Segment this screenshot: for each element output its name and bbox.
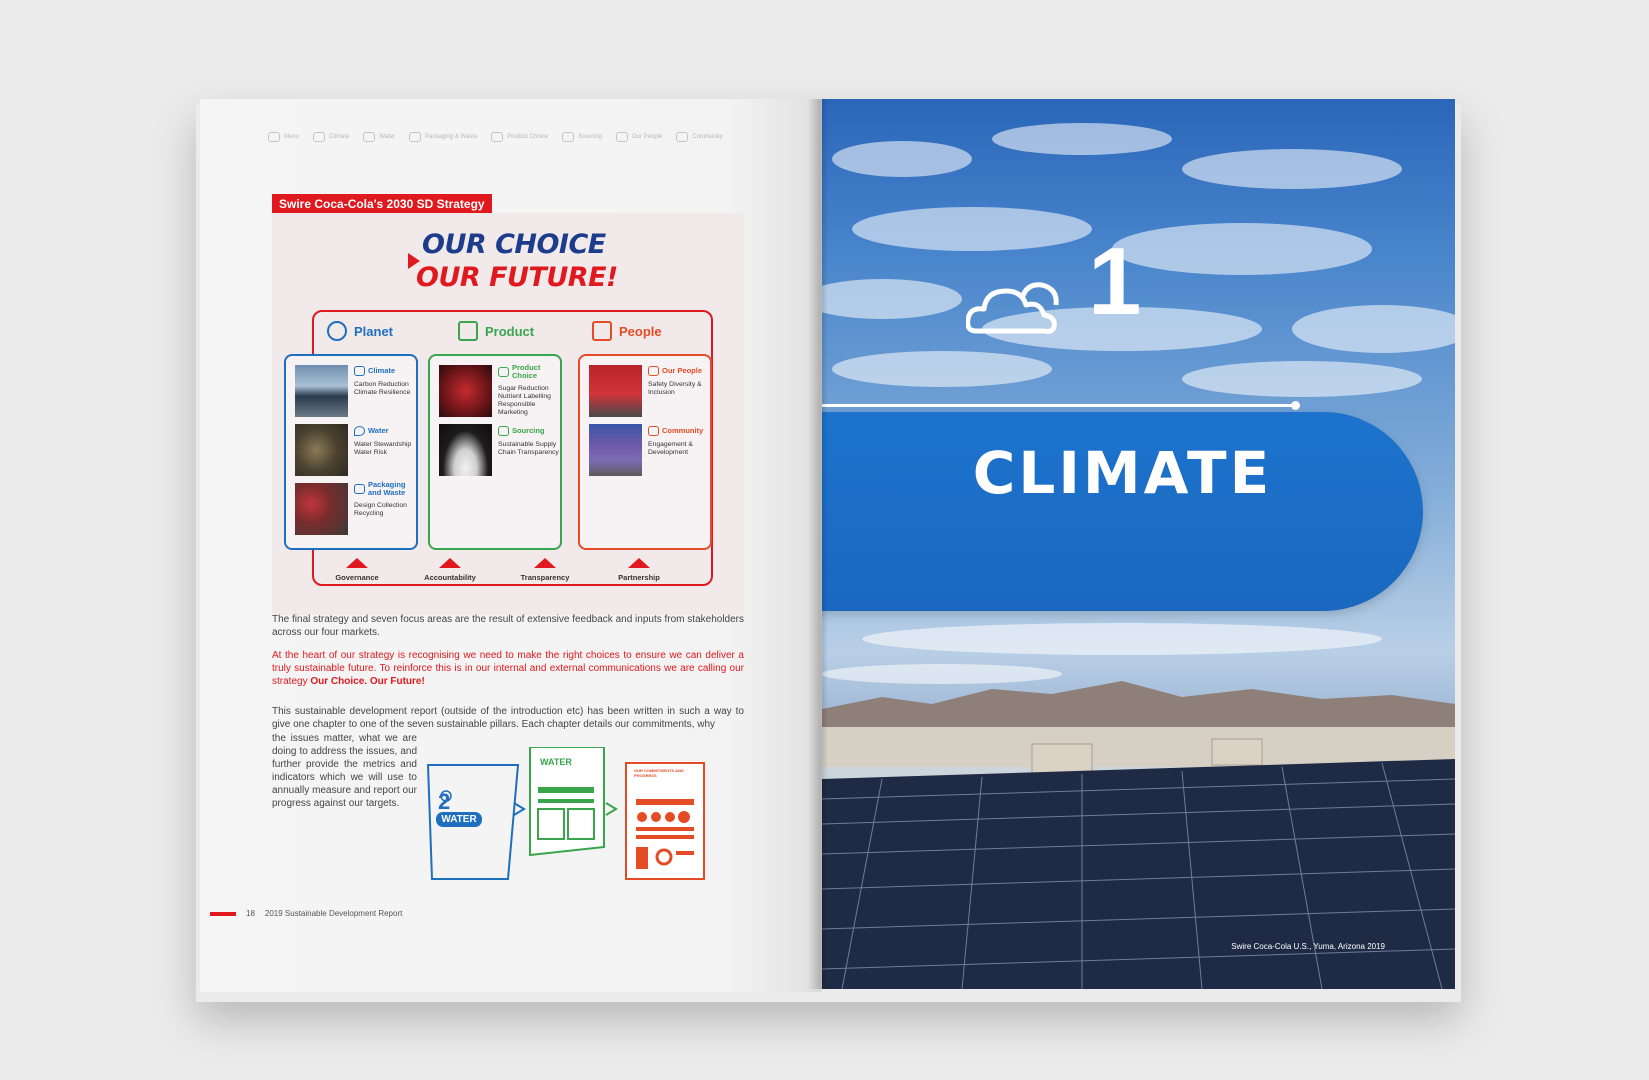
cloud-icon xyxy=(354,366,365,376)
people-heading: People xyxy=(592,321,662,341)
triangle-icon xyxy=(628,558,650,568)
headline-line-2: OUR FUTURE! xyxy=(416,262,618,293)
body-paragraph-2: At the heart of our strategy is recognising we need to make the right choices to ensure we can deliver a truly sustainable future. To reinforce this is in our internal and external communications we are calling our strategy Our Choice. Our Future! xyxy=(272,650,744,687)
hearts-icon xyxy=(676,132,688,142)
diagram-page-header: WATER xyxy=(540,757,572,767)
bottles-icon xyxy=(458,321,478,341)
diagram-commitments-header: OUR COMMITMENTS AND PROGRESS xyxy=(634,768,684,778)
bottles-icon xyxy=(491,132,503,142)
strategy-tag: Swire Coca-Cola's 2030 SD Strategy xyxy=(272,194,492,214)
chapter-nav xyxy=(268,132,723,142)
report-title: 2019 Sustainable Development Report xyxy=(264,909,403,918)
triangle-icon xyxy=(439,558,461,568)
community-item: Community Engagement & Development xyxy=(648,426,704,456)
people-icon xyxy=(648,366,659,376)
recycle-icon xyxy=(354,484,365,494)
footer-accent-bar xyxy=(210,912,236,916)
community-photo xyxy=(589,424,642,476)
sourcing-photo xyxy=(439,424,492,476)
content-bar xyxy=(676,851,694,855)
product-heading: Product xyxy=(458,321,534,341)
nav-item-community[interactable]: Community xyxy=(676,132,722,142)
arrow-icon xyxy=(606,803,616,815)
people-icon xyxy=(616,132,628,142)
diagram-chapter-label: WATER xyxy=(441,814,477,825)
content-bar xyxy=(636,835,694,839)
water-photo xyxy=(295,424,348,476)
nav-item-water[interactable]: Water xyxy=(363,132,395,142)
factory-icon xyxy=(636,847,648,869)
strategy-headline xyxy=(416,229,618,293)
our-people-photo xyxy=(589,365,642,417)
hvac-unit xyxy=(1212,739,1262,765)
nav-item-menu[interactable]: Menu xyxy=(268,132,299,142)
content-bar xyxy=(636,799,694,805)
chapter-title: CLIMATE xyxy=(972,439,1273,507)
bottles-icon xyxy=(498,367,509,377)
strategy-graphic xyxy=(272,213,744,615)
water-drop-icon xyxy=(363,132,375,142)
hvac-unit xyxy=(1032,744,1092,774)
nav-item-packaging[interactable]: Packaging & Waste xyxy=(409,132,477,142)
body-paragraph-3: This sustainable development report (outside of the introduction etc) has been written in such a way to give one chapter to one of the seven sustainable pillars. Each chapter details our commitments, why xyxy=(272,706,744,730)
triangle-icon xyxy=(534,558,556,568)
water-drop-icon xyxy=(665,812,675,822)
nav-item-our-people[interactable]: Our People xyxy=(616,132,662,142)
people-group-icon xyxy=(592,321,612,341)
left-page xyxy=(200,99,822,992)
handshake-icon xyxy=(498,426,509,436)
water-item: Water Water Stewardship Water Risk xyxy=(354,426,412,456)
book-spine xyxy=(808,99,828,989)
cloud-icon xyxy=(313,132,325,142)
water-drop-icon xyxy=(651,812,661,822)
body-paragraph-4: the issues matter, what we are doing to address the issues, and further provide the metrics and indicators which we will use to annually measure and report our progress against our targets. xyxy=(272,733,417,809)
product-choice-photo xyxy=(439,365,492,417)
recycle-icon xyxy=(409,132,421,142)
rooftop xyxy=(822,727,1455,767)
planet-heading: Planet xyxy=(327,321,393,341)
pillar-transparency: Transparency xyxy=(500,558,590,582)
divider-dot xyxy=(1291,401,1300,410)
sourcing-item: Sourcing Sustainable Supply Chain Transparency xyxy=(498,426,559,456)
our-people-item: Our People Safety Diversity & Inclusion xyxy=(648,366,703,396)
content-bar xyxy=(538,787,594,793)
climate-item: Climate Carbon Reduction Climate Resilience xyxy=(354,366,411,396)
divider-line xyxy=(822,404,1297,407)
climate-photo xyxy=(295,365,348,417)
packaging-photo xyxy=(295,483,348,535)
planet-box xyxy=(284,354,418,550)
globe-icon xyxy=(327,321,347,341)
cloud-icon xyxy=(966,269,1066,339)
content-bar xyxy=(538,799,594,803)
chapter-number: 1 xyxy=(1088,228,1142,335)
strategy-name: Our Choice. Our Future! xyxy=(310,676,425,687)
people-box xyxy=(578,354,712,550)
nav-item-product-choice[interactable]: Product Choice xyxy=(491,132,548,142)
body-paragraph-1: The final strategy and seven focus areas are the result of extensive feedback and inputs from stakeholders across our four markets. xyxy=(272,614,744,638)
hearts-icon xyxy=(648,426,659,436)
pillar-accountability: Accountability xyxy=(405,558,495,582)
right-page xyxy=(822,99,1455,989)
diagram-chapter-number: 2 xyxy=(438,789,451,814)
triangle-icon xyxy=(346,558,368,568)
headline-line-1: OUR CHOICE xyxy=(422,229,606,260)
arrow-icon xyxy=(514,803,524,815)
handshake-icon xyxy=(562,132,574,142)
product-choice-item: Product Choice Sugar Reduction Nutrient Labelling Responsible Marketing xyxy=(498,363,551,416)
content-bar xyxy=(636,827,694,831)
nav-item-sourcing[interactable]: Sourcing xyxy=(562,132,602,142)
menu-icon xyxy=(268,132,280,142)
photo-caption: Swire Coca-Cola U.S., Yuma, Arizona 2019 xyxy=(1231,942,1385,951)
water-drop-icon xyxy=(637,812,647,822)
page-footer xyxy=(210,909,402,918)
pillar-partnership: Partnership xyxy=(594,558,684,582)
nav-item-climate[interactable]: Climate xyxy=(313,132,349,142)
water-drop-icon xyxy=(678,811,690,823)
pillar-governance: Governance xyxy=(312,558,402,582)
product-box xyxy=(428,354,562,550)
mountains xyxy=(822,681,1455,729)
solar-panels xyxy=(822,759,1455,989)
water-drop-icon xyxy=(354,426,365,436)
packaging-item: Packaging and Waste Design Collection Recycling xyxy=(354,480,407,517)
page-number: 18 xyxy=(246,909,255,918)
